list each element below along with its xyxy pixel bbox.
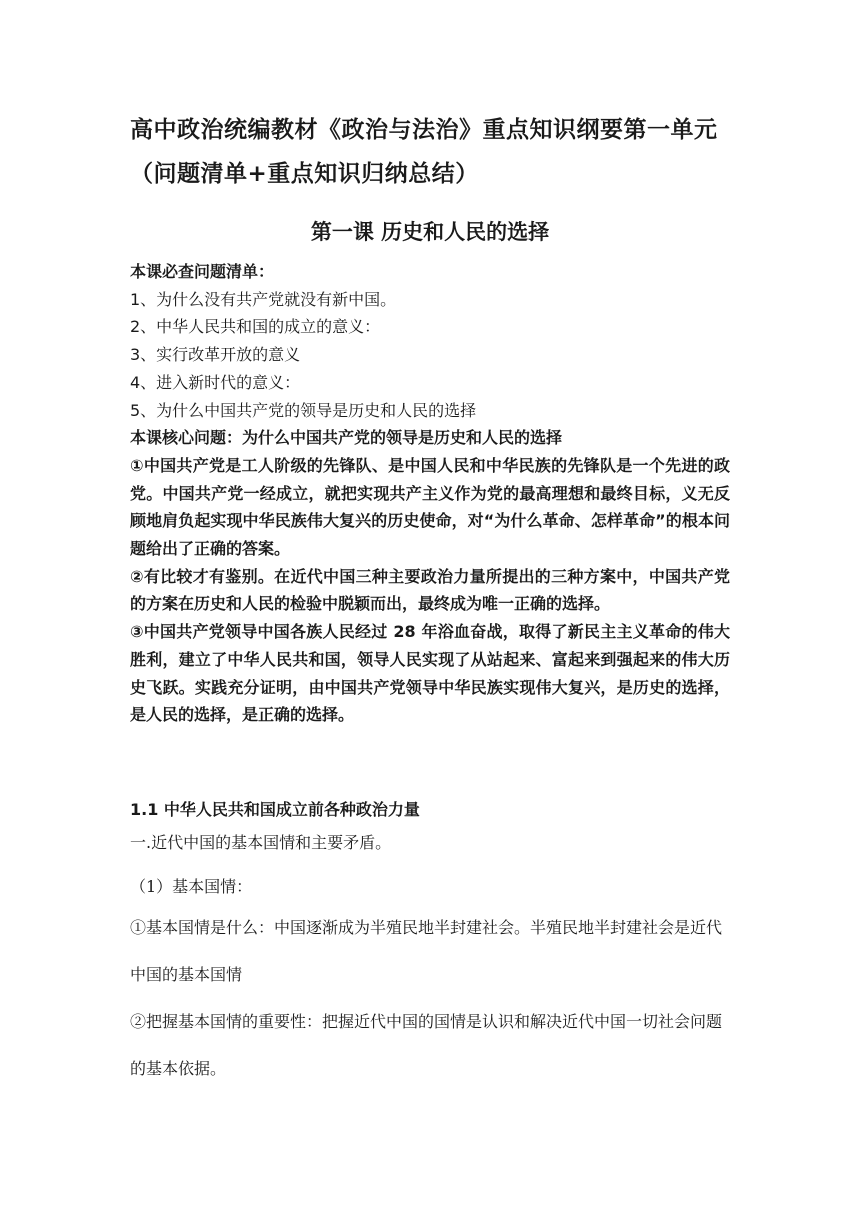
section-point: ②把握基本国情的重要性：把握近代中国的国情是认识和解决近代中国一切社会问题的基本依据。 [130, 1012, 723, 1078]
core-point: ①中国共产党是工人阶级的先锋队、是中国人民和中华民族的先锋队是一个先进的政党。中国共产党一经成立，就把实现共产主义作为党的最高理想和最终目标，义无反顾地肩负起实现中华民族伟大复兴的历史使命，对“为什么革命、怎样革命”的根本问题给出了正确的答案。 [130, 455, 730, 559]
section-subheading: 一.近代中国的基本国情和主要矛盾。 [130, 833, 392, 852]
checklist-item: 3、实行改革开放的意义 [130, 345, 301, 365]
section-point: ①基本国情是什么：中国逐渐成为半殖民地半封建社会。半殖民地半封建社会是近代中国的基本国情 [130, 918, 723, 984]
checklist-item: 5、为什么中国共产党的领导是历史和人民的选择 [130, 400, 477, 420]
core-point: ②有比较才有鉴别。在近代中国三种主要政治力量所提出的三种方案中，中国共产党的方案在历史和人民的检验中脱颖而出，最终成为唯一正确的选择。 [130, 566, 730, 614]
checklist-heading: 本课必查问题清单： [130, 262, 275, 281]
checklist-item: 2、中华人民共和国的成立的意义： [130, 317, 381, 337]
core-question-heading: 本课核心问题：为什么中国共产党的领导是历史和人民的选择 [130, 428, 563, 448]
lesson-summary [130, 258, 730, 729]
section-body [130, 826, 730, 1092]
checklist-item: 4、进入新时代的意义： [130, 372, 301, 392]
document-title: 高中政治统编教材《政治与法治》重点知识纲要第一单元（问题清单+重点知识归纳总结） [130, 117, 718, 187]
lesson-title: 第一课 历史和人民的选择 [310, 220, 550, 244]
core-point: ③中国共产党领导中国各族人民经过 28 年浴血奋战，取得了新民主主义革命的伟大胜利，建立了中华人民共和国，领导人民实现了从站起来、富起来到强起来的伟大历史飞跃。实践充分证明，由中国共产党领导中华民族实现伟大复兴，是历史的选择，是人民的选择，是正确的选择。 [130, 622, 730, 725]
checklist-item: 1、为什么没有共产党就没有新中国。 [130, 289, 397, 309]
subsection-label: （1）基本国情： [130, 877, 253, 896]
section-heading: 1.1 中华人民共和国成立前各种政治力量 [130, 800, 420, 819]
